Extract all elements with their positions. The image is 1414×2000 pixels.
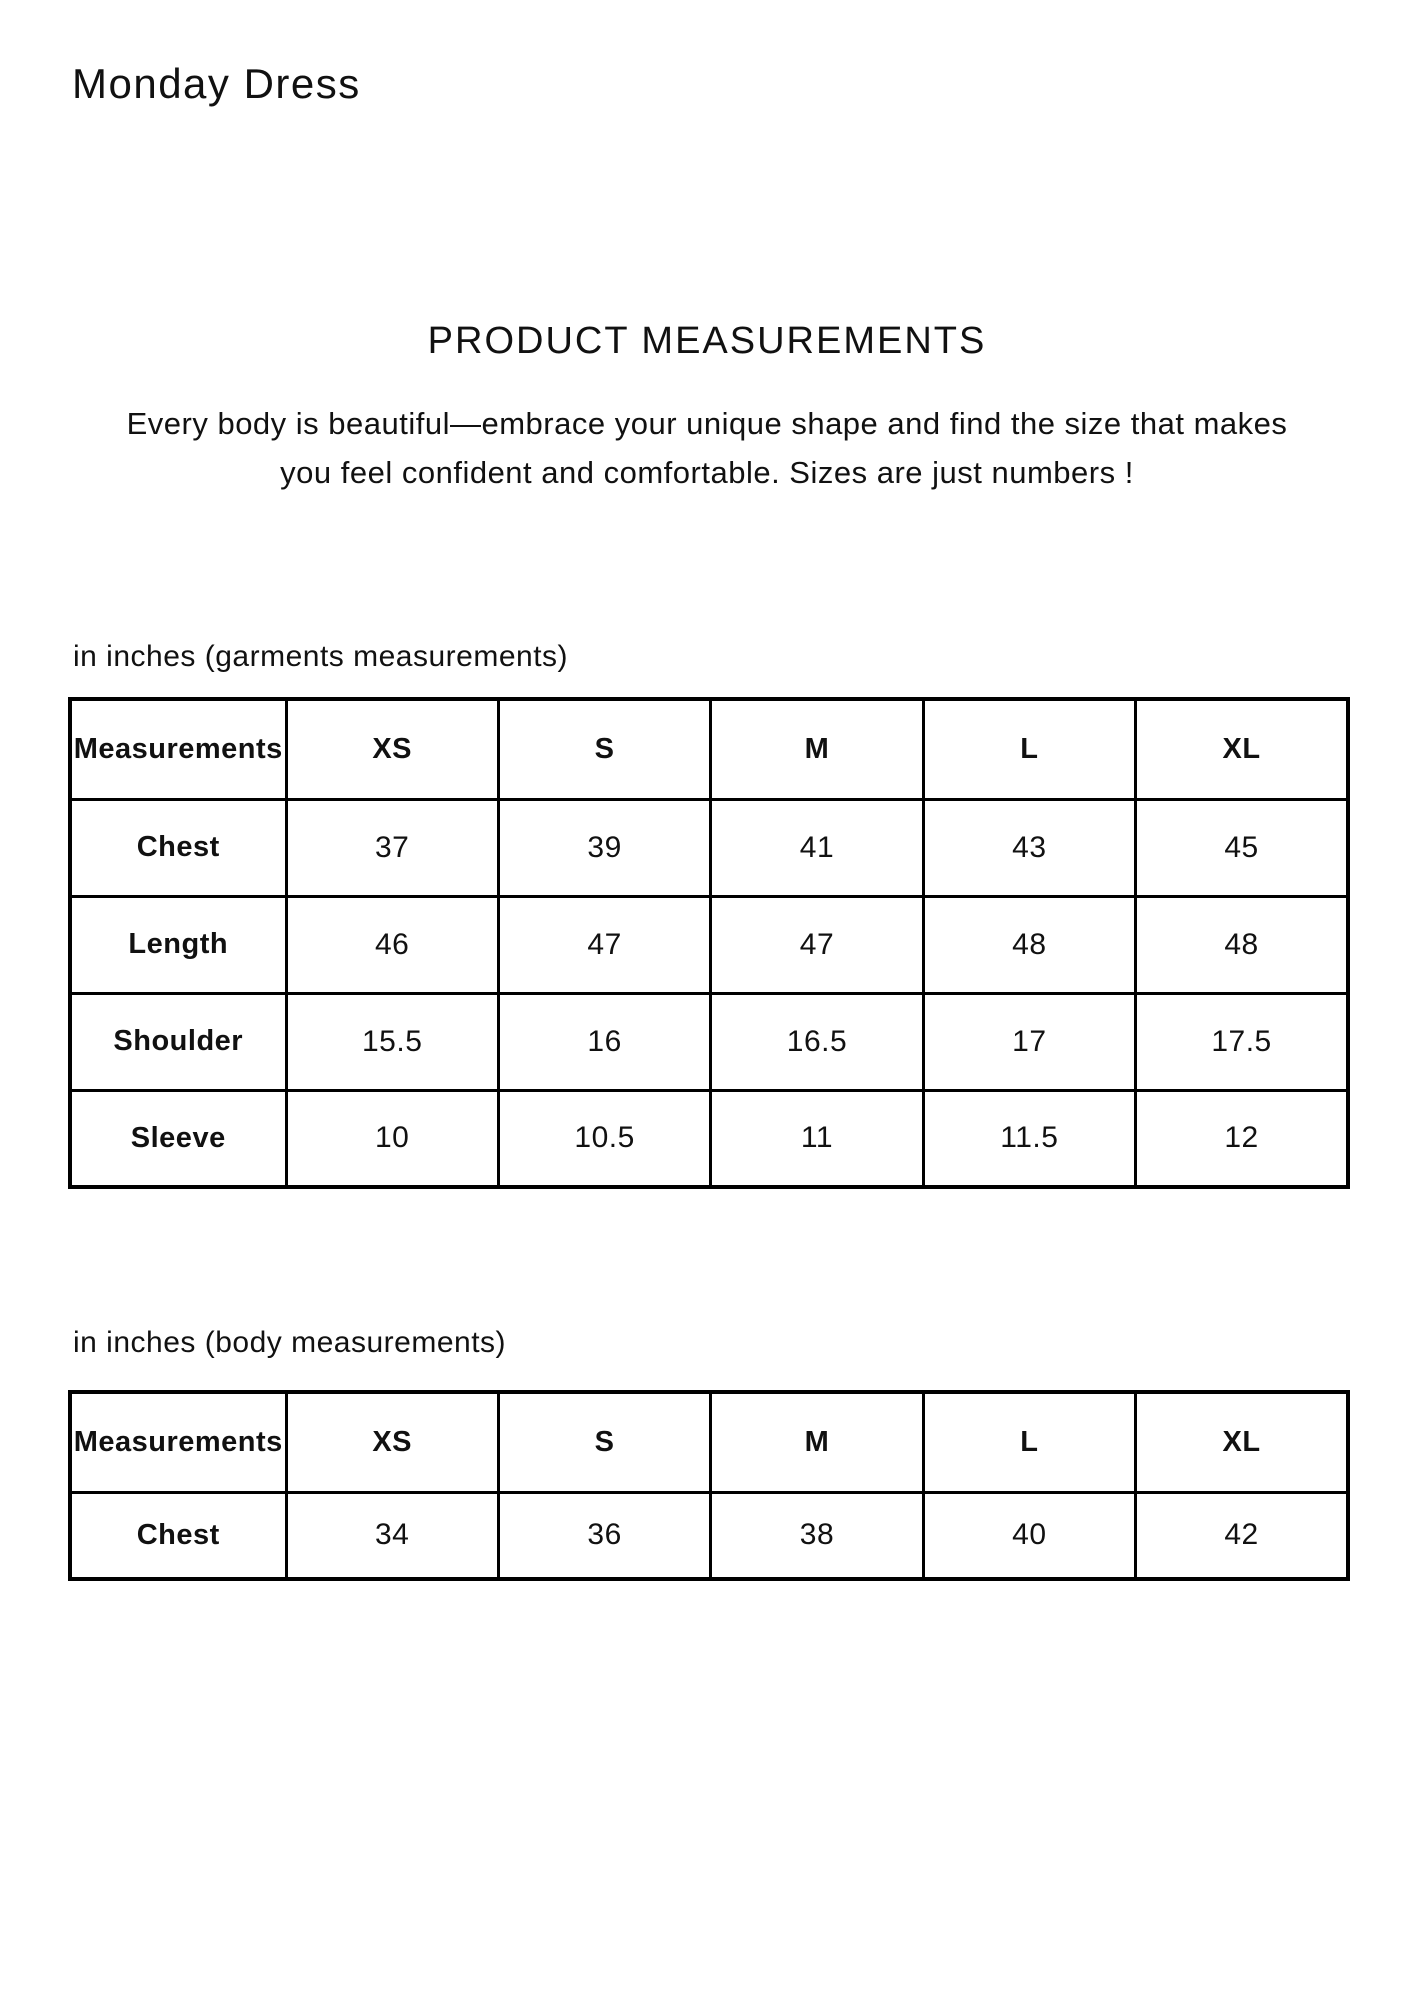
table-row (70, 896, 1348, 993)
header-row (70, 699, 1348, 799)
measurement-value-cell: 10 (286, 1090, 498, 1187)
measurement-value-cell: 16.5 (711, 993, 923, 1090)
measurement-value-cell: 37 (286, 799, 498, 896)
header-size-cell: M (711, 1392, 923, 1492)
garment-table-header (70, 699, 1348, 799)
header-size-cell: S (498, 1392, 710, 1492)
measurement-value-cell: 42 (1136, 1492, 1348, 1579)
measurement-value-cell: 36 (498, 1492, 710, 1579)
header-measurements-cell: Measurements (70, 699, 286, 799)
row-label-cell: Length (70, 896, 286, 993)
measurement-value-cell: 46 (286, 896, 498, 993)
row-label-cell: Sleeve (70, 1090, 286, 1187)
header-size-cell: XS (286, 1392, 498, 1492)
row-label-cell: Chest (70, 1492, 286, 1579)
measurement-value-cell: 16 (498, 993, 710, 1090)
measurement-value-cell: 48 (1136, 896, 1348, 993)
row-label-cell: Shoulder (70, 993, 286, 1090)
row-label-cell: Chest (70, 799, 286, 896)
body-table-header (70, 1392, 1348, 1492)
measurement-value-cell: 47 (711, 896, 923, 993)
measurement-value-cell: 43 (923, 799, 1135, 896)
body-measurements-table (68, 1390, 1350, 1581)
measurement-value-cell: 47 (498, 896, 710, 993)
measurement-value-cell: 48 (923, 896, 1135, 993)
table-row (70, 1090, 1348, 1187)
measurement-value-cell: 34 (286, 1492, 498, 1579)
brand-title: Monday Dress (72, 60, 361, 107)
measurement-value-cell: 38 (711, 1492, 923, 1579)
header-size-cell: S (498, 699, 710, 799)
header-size-cell: L (923, 699, 1135, 799)
header-size-cell: M (711, 699, 923, 799)
garment-table-body (70, 799, 1348, 1187)
table-row (70, 799, 1348, 896)
body-table-caption: in inches (body measurements) (73, 1326, 507, 1359)
garment-measurements-table (68, 697, 1350, 1189)
measurement-value-cell: 39 (498, 799, 710, 896)
measurement-value-cell: 45 (1136, 799, 1348, 896)
measurement-value-cell: 11 (711, 1090, 923, 1187)
body-table-body (70, 1492, 1348, 1579)
measurement-value-cell: 17.5 (1136, 993, 1348, 1090)
page-title: PRODUCT MEASUREMENTS (427, 320, 987, 362)
header-size-cell: XL (1136, 1392, 1348, 1492)
header-size-cell: XS (286, 699, 498, 799)
header-row (70, 1392, 1348, 1492)
page-subtitle: Every body is beautiful—embrace your unique shape and find the size that makes you feel confident and comfortable. Sizes are just numbers ! (126, 406, 1288, 490)
measurement-value-cell: 11.5 (923, 1090, 1135, 1187)
garments-table-caption: in inches (garments measurements) (73, 640, 569, 673)
header-measurements-cell: Measurements (70, 1392, 286, 1492)
table-row (70, 993, 1348, 1090)
measurement-value-cell: 10.5 (498, 1090, 710, 1187)
measurement-value-cell: 41 (711, 799, 923, 896)
measurement-value-cell: 17 (923, 993, 1135, 1090)
header-size-cell: L (923, 1392, 1135, 1492)
measurement-value-cell: 12 (1136, 1090, 1348, 1187)
measurement-value-cell: 15.5 (286, 993, 498, 1090)
header-size-cell: XL (1136, 699, 1348, 799)
table-row (70, 1492, 1348, 1579)
measurement-value-cell: 40 (923, 1492, 1135, 1579)
